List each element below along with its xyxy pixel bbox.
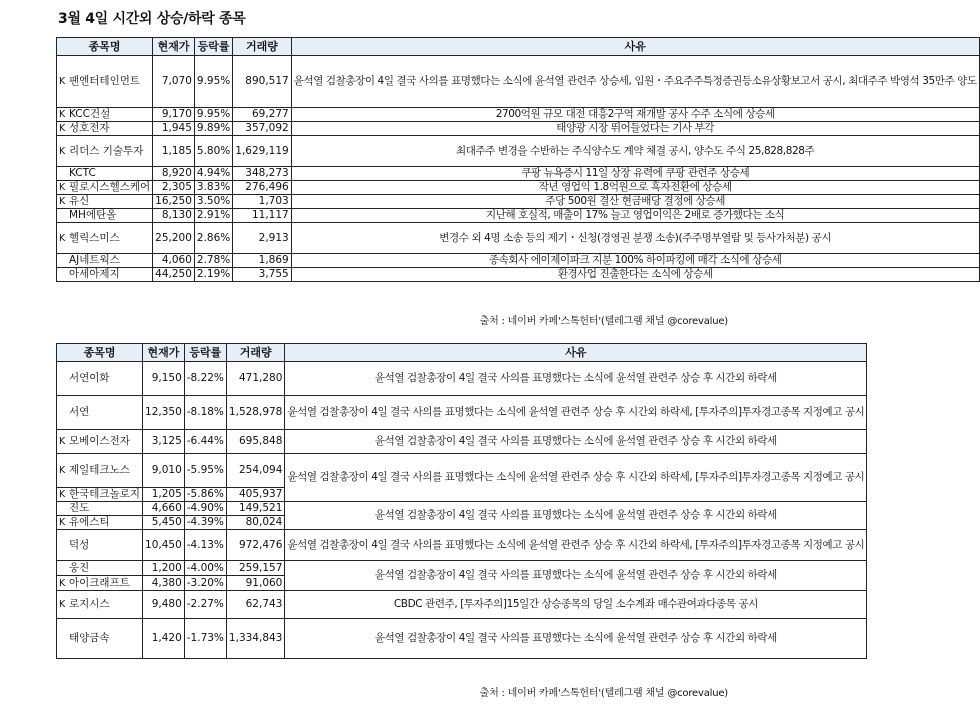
- stock-volume: 890,517: [233, 56, 291, 108]
- stock-name: [57, 516, 143, 530]
- table-header-row: [57, 38, 980, 56]
- stock-name: [57, 591, 143, 619]
- stock-name-text: KCTC: [69, 167, 96, 179]
- table-row: [57, 454, 867, 488]
- stock-name: [57, 254, 153, 268]
- header-name: 종목명: [57, 38, 153, 56]
- stock-name-text: 웅진: [69, 561, 90, 574]
- stock-price: 4,660: [143, 502, 185, 516]
- stock-price: 1,420: [143, 619, 185, 659]
- table-row: [57, 561, 867, 576]
- table-row: [57, 108, 980, 122]
- stock-reason: 최대주주 변경을 수반하는 주식양수도 계약 체결 공시, 양수도 주식 25,828,828주: [291, 136, 979, 167]
- stock-rate: -5.95%: [184, 454, 226, 488]
- market-marker: K: [59, 517, 66, 528]
- stock-volume: 695,848: [226, 430, 284, 454]
- table-row: [57, 619, 867, 659]
- stock-volume: 471,280: [226, 362, 284, 396]
- stock-reason: 지난해 호실적, 매출이 17% 늘고 영업이익은 2배로 증가했다는 소식: [291, 209, 979, 223]
- stock-rate: 4.94%: [194, 167, 232, 181]
- stock-name: [57, 122, 153, 136]
- market-marker: K: [59, 436, 66, 447]
- stock-reason: 윤석열 검찰총장이 4일 결국 사의를 표명했다는 소식에 윤석열 관련주 상승 후 시간외 하락세, [투자주의]투자경고종목 지정예고 공시: [285, 454, 867, 502]
- header-rate: 등락률: [184, 344, 226, 362]
- stock-name-text: 유신: [69, 195, 90, 207]
- table-row: [57, 268, 980, 282]
- stock-rate: -8.18%: [184, 396, 226, 430]
- stock-name: [57, 362, 143, 396]
- stock-name-text: KCC건설: [69, 108, 111, 120]
- stock-rate: -3.20%: [184, 576, 226, 591]
- stock-reason: 윤석열 검찰총장이 4일 결국 사의를 표명했다는 소식에 윤석열 관련주 상승 후 시간외 하락세: [285, 362, 867, 396]
- stock-reason: 주당 500원 결산 현금배당 결정에 상승세: [291, 195, 979, 209]
- stock-reason: 태양광 시장 뛰어들었다는 기사 부각: [291, 122, 979, 136]
- stock-rate: 2.78%: [194, 254, 232, 268]
- stock-volume: 254,094: [226, 454, 284, 488]
- stock-reason: 쿠팡 뉴욕증시 11일 상장 유력에 쿠팡 관련주 상승세: [291, 167, 979, 181]
- stock-volume: 1,703: [233, 195, 291, 209]
- stock-rate: 3.50%: [194, 195, 232, 209]
- stock-name: [57, 430, 143, 454]
- stock-price: 9,170: [153, 108, 195, 122]
- stock-price: 4,380: [143, 576, 185, 591]
- stock-name-text: 덕성: [69, 538, 90, 551]
- stock-price: 1,205: [143, 488, 185, 502]
- stock-rate: -4.39%: [184, 516, 226, 530]
- stock-name-text: 모베이스전자: [69, 435, 130, 447]
- market-marker: K: [59, 577, 66, 589]
- stock-reason: 윤석열 검찰총장이 4일 결국 사의를 표명했다는 소식에 윤석열 관련주 상승 후 시간외 하락세, [투자주의]투자경고종목 지정예고 공시: [285, 530, 867, 561]
- stock-rate: -5.86%: [184, 488, 226, 502]
- table-row: [57, 209, 980, 223]
- stock-volume: 1,629,119: [233, 136, 291, 167]
- stock-name: [57, 223, 153, 254]
- market-marker: K: [59, 123, 66, 134]
- table-row: [57, 430, 867, 454]
- stock-price: 3,125: [143, 430, 185, 454]
- stock-rate: 2.86%: [194, 223, 232, 254]
- header-rate: 등락률: [194, 38, 232, 56]
- table-row: [57, 362, 867, 396]
- source-note: 출처 : 네이버 카페'스톡헌터'(텔레그램 채널 @corevalue): [479, 316, 728, 327]
- table-row: [57, 56, 980, 108]
- stock-price: 1,185: [153, 136, 195, 167]
- stock-rate: -8.22%: [184, 362, 226, 396]
- stock-name: [57, 396, 143, 430]
- stock-name: [57, 454, 143, 488]
- stock-name: [57, 209, 153, 223]
- stock-price: 44,250: [153, 268, 195, 282]
- stock-price: 1,945: [153, 122, 195, 136]
- stock-rate: -4.00%: [184, 561, 226, 576]
- stock-reason: 윤석열 검찰총장이 4일 결국 사의를 표명했다는 소식에 윤석열 관련주 상승 후 시간외 하락세, [투자주의]투자경고종목 지정예고 공시: [285, 396, 867, 430]
- table-row: [57, 136, 980, 167]
- header-volume: 거래량: [233, 38, 291, 56]
- stock-rate: 9.95%: [194, 56, 232, 108]
- market-marker: K: [59, 465, 66, 476]
- stock-price: 9,150: [143, 362, 185, 396]
- stock-name: [57, 181, 153, 195]
- header-reason: 사유: [285, 344, 867, 362]
- stock-rate: 5.80%: [194, 136, 232, 167]
- stock-name: [57, 56, 153, 108]
- stock-name: [57, 136, 153, 167]
- stock-reason: 2700억원 규모 대전 대흥2구역 재개발 공사 수주 소식에 상승세: [291, 108, 979, 122]
- stock-rate: -4.13%: [184, 530, 226, 561]
- stock-volume: 2,913: [233, 223, 291, 254]
- stock-rate: -2.27%: [184, 591, 226, 619]
- table-row: [57, 195, 980, 209]
- table-row: [57, 167, 980, 181]
- table-row: [57, 181, 980, 195]
- table-row: [57, 122, 980, 136]
- stock-price: 12,350: [143, 396, 185, 430]
- header-reason: 사유: [291, 38, 979, 56]
- stock-rate: 2.91%: [194, 209, 232, 223]
- stock-price: 4,060: [153, 254, 195, 268]
- stock-name-text: AJ네트웍스: [69, 254, 120, 266]
- header-name: 종목명: [57, 344, 143, 362]
- stock-name-text: 로지시스: [69, 598, 110, 610]
- stock-reason: 윤석열 검찰총장이 4일 결국 사의를 표명했다는 소식에 윤석열 관련주 상승 후 시간외 하락세: [285, 502, 867, 530]
- stock-volume: 149,521: [226, 502, 284, 516]
- stock-name: [57, 195, 153, 209]
- stock-price: 2,305: [153, 181, 195, 195]
- market-marker: K: [59, 196, 66, 207]
- stock-name-text: 서연이화: [69, 372, 110, 384]
- table-row: [57, 254, 980, 268]
- stock-rate: -4.90%: [184, 502, 226, 516]
- stock-volume: 1,528,978: [226, 396, 284, 430]
- stock-name: [57, 619, 143, 659]
- stock-name-text: 유에스티: [69, 516, 110, 528]
- stock-reason: CBDC 관련주, [투자주의]15일간 상승종목의 당일 소수계좌 매수관여과다종목 공시: [285, 591, 867, 619]
- stock-price: 8,920: [153, 167, 195, 181]
- page-title: 3월 4일 시간외 상승/하락 종목: [58, 11, 246, 27]
- stock-name: [57, 530, 143, 561]
- stock-volume: 276,496: [233, 181, 291, 195]
- stock-volume: 69,277: [233, 108, 291, 122]
- stock-volume: 91,060: [226, 576, 284, 591]
- stock-rate: 2.19%: [194, 268, 232, 282]
- stock-name-text: 성호전자: [69, 122, 110, 134]
- source-note: 출처 : 네이버 카페'스톡헌터'(텔레그램 채널 @corevalue): [479, 688, 728, 699]
- stock-volume: 1,869: [233, 254, 291, 268]
- stock-name-text: 필로시스헬스케어: [69, 181, 151, 193]
- table-row: [57, 530, 867, 561]
- stock-volume: 348,273: [233, 167, 291, 181]
- stock-volume: 1,334,843: [226, 619, 284, 659]
- table-row: [57, 396, 867, 430]
- table-row: [57, 591, 867, 619]
- stock-price: 16,250: [153, 195, 195, 209]
- header-price: 현재가: [153, 38, 195, 56]
- stock-volume: 972,476: [226, 530, 284, 561]
- stock-name-text: 헬릭스미스: [69, 231, 120, 244]
- stock-rate: -6.44%: [184, 430, 226, 454]
- market-marker: K: [59, 109, 66, 120]
- stock-volume: 357,092: [233, 122, 291, 136]
- stock-volume: 11,117: [233, 209, 291, 223]
- stock-name-text: 진도: [69, 502, 90, 514]
- stock-reason: 윤석열 검찰총장이 4일 결국 사의를 표명했다는 소식에 윤석열 관련주 상승세, 임원・주요주주특정증권등소유상황보고서 공시, 최대주주 박영석 35만주 양도: [291, 56, 979, 108]
- market-marker: K: [59, 182, 66, 193]
- stock-reason: 윤석열 검찰총장이 4일 결국 사의를 표명했다는 소식에 윤석열 관련주 상승 후 시간외 하락세: [285, 430, 867, 454]
- stock-name: [57, 108, 153, 122]
- rising-stocks-table: [56, 37, 980, 282]
- stock-price: 1,200: [143, 561, 185, 576]
- stock-reason: 변경수 외 4명 소송 등의 제기・신청(경영권 분쟁 소송)(주주명부열람 및 등사가처분) 공시: [291, 223, 979, 254]
- stock-price: 5,450: [143, 516, 185, 530]
- header-volume: 거래량: [226, 344, 284, 362]
- stock-volume: 80,024: [226, 516, 284, 530]
- stock-price: 25,200: [153, 223, 195, 254]
- stock-price: 10,450: [143, 530, 185, 561]
- stock-reason: 윤석열 검찰총장이 4일 결국 사의를 표명했다는 소식에 윤석열 관련주 상승 후 시간외 하락세: [285, 619, 867, 659]
- falling-stocks-table: [56, 343, 867, 659]
- market-marker: K: [59, 232, 66, 244]
- stock-name: [57, 268, 153, 282]
- stock-name: [57, 576, 143, 591]
- stock-reason: 작년 영업익 1.8억원으로 흑자전환에 상승세: [291, 181, 979, 195]
- stock-name: [57, 488, 143, 502]
- table-header-row: [57, 344, 867, 362]
- stock-name: [57, 561, 143, 576]
- table-row: [57, 502, 867, 516]
- stock-rate: 9.89%: [194, 122, 232, 136]
- market-marker: K: [59, 145, 66, 157]
- stock-name-text: 아이크래프트: [69, 576, 130, 589]
- stock-price: 9,480: [143, 591, 185, 619]
- stock-volume: 62,743: [226, 591, 284, 619]
- stock-price: 7,070: [153, 56, 195, 108]
- header-price: 현재가: [143, 344, 185, 362]
- stock-reason: 환경사업 진출한다는 소식에 상승세: [291, 268, 979, 282]
- stock-name: [57, 167, 153, 181]
- market-marker: K: [59, 489, 66, 500]
- stock-name-text: 한국테크놀로지: [69, 488, 141, 500]
- stock-price: 8,130: [153, 209, 195, 223]
- stock-rate: -1.73%: [184, 619, 226, 659]
- stock-name-text: 팬엔터테인먼트: [69, 75, 141, 87]
- stock-volume: 405,937: [226, 488, 284, 502]
- stock-name-text: 서연: [69, 406, 90, 418]
- stock-volume: 259,157: [226, 561, 284, 576]
- stock-reason: 종속회사 에이제이파크 지분 100% 하이파킹에 매각 소식에 상승세: [291, 254, 979, 268]
- stock-name-text: 아세아제지: [69, 268, 120, 280]
- stock-name-text: MH에탄올: [69, 209, 117, 221]
- market-marker: K: [59, 76, 66, 87]
- stock-price: 9,010: [143, 454, 185, 488]
- stock-rate: 3.83%: [194, 181, 232, 195]
- market-marker: K: [59, 599, 66, 610]
- stock-reason: 윤석열 검찰총장이 4일 결국 사의를 표명했다는 소식에 윤석열 관련주 상승 후 시간외 하락세: [285, 561, 867, 591]
- stock-name-text: 제일테크노스: [69, 464, 130, 476]
- stock-name-text: 태양금속: [69, 632, 110, 644]
- stock-name-text: 리더스 기술투자: [69, 144, 144, 157]
- stock-rate: 9.95%: [194, 108, 232, 122]
- stock-volume: 3,755: [233, 268, 291, 282]
- table-row: [57, 223, 980, 254]
- stock-name: [57, 502, 143, 516]
